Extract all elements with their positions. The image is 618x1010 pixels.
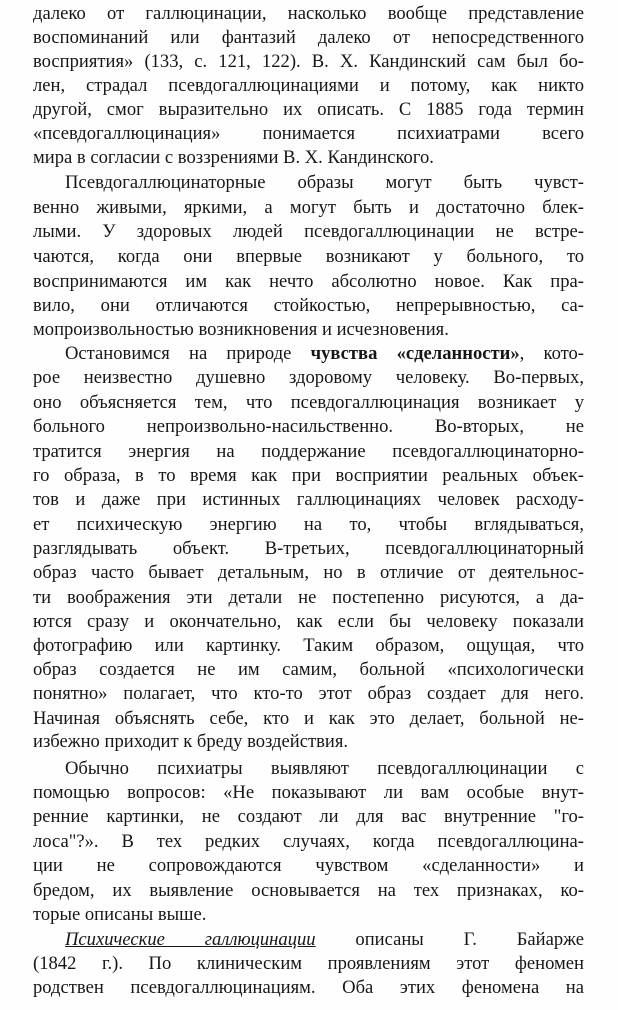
text-line: образ создается не им самим, больной «психологически (33, 659, 584, 680)
emphasized-term: чувства «сделанности» (310, 343, 520, 364)
text-line: родствен псевдогаллюцинациям. Оба этих феномена на (33, 977, 584, 998)
text-line: разглядывать объект. В-третьих, псевдогаллюцинаторный (33, 538, 584, 559)
text-line: ции не сопровождаются чувством «сделанности» и (33, 855, 584, 876)
text-line: воспоминаний или фантазий далеко от непосредственного (33, 27, 584, 48)
text-line: понятно» полагает, что кто-то этот образ создает для него. (33, 683, 584, 704)
paragraph-first-line: Обычно психиатры выявляют псевдогаллюцинации с (65, 758, 584, 779)
text-line: вило, они отличаются стойкостью, непрерывностью, са- (33, 295, 584, 316)
text-line: лен, страдал псевдогаллюцинациями и потому, как никто (33, 75, 584, 96)
paragraph-first-line: Остановимся на природе чувства «сделанности», кото- (65, 343, 584, 364)
paragraph-first-line: Психические галлюцинации описаны Г. Байарже (65, 929, 585, 950)
text-line: больного непроизвольно-насильственно. Во-вторых, не (33, 416, 584, 437)
text-line: помощью вопросов: «Не показывают ли вам особые внут- (33, 782, 584, 803)
text-line: избежно приходит к бреду воздействия. (33, 731, 349, 752)
text-line: ет психическую энергию на то, чтобы вглядываться, (33, 514, 584, 535)
text-line: тов и даже при истинных галлюцинациях человек расходу- (33, 489, 584, 510)
text-line: далеко от галлюцинации, насколько вообще представление (33, 3, 584, 24)
text-line: торые описаны выше. (33, 904, 207, 925)
text-line: ренние картинки, не создают ли для вас внутренние "го- (33, 806, 584, 827)
text-line: мира в согласии с воззрениями В. Х. Кандинского. (33, 147, 434, 168)
text-line: образ часто бывает детальным, но в отличие от деятельнос- (33, 562, 584, 583)
text-line: ти воображения эти детали не постепенно рисуются, а да- (33, 587, 584, 608)
text-line: рое неизвестно душевно здоровому человеку. Во-первых, (33, 367, 584, 388)
text-line: восприятия» (133, с. 121, 122). В. Х. Кандинский сам был бо- (33, 51, 584, 72)
section-term: Психические галлюцинации (65, 929, 316, 950)
text-line: мопроизвольностью возникновения и исчезновения. (33, 319, 449, 340)
text-line: чаются, когда они впервые возникают у больного, то (33, 246, 584, 267)
text-line: ются сразу и окончательно, как если бы человеку показали (33, 611, 584, 632)
text-line: другой, смог выразительно их описать. С 1885 года термин (33, 99, 584, 120)
text-line: оно объясняется тем, что псевдогаллюцинация возникает у (33, 392, 584, 413)
text-line: венно живыми, яркими, а могут быть и достаточно блек- (33, 197, 584, 218)
paragraph-first-line: Псевдогаллюцинаторные образы могут быть чувст- (65, 172, 584, 193)
text-line: тратится энергия на поддержание псевдогаллюцинаторно- (33, 441, 584, 462)
text-line: фотографию или картинку. Таким образом, ощущая, что (33, 635, 584, 656)
text-line: лоса"?». В тех редких случаях, когда псевдогаллюцина- (33, 831, 584, 852)
text-line: го образа, в то время как при восприятии реальных объек- (33, 465, 584, 486)
text-line: Начиная объяснять себе, кто и как это делает, больной не- (33, 708, 584, 729)
text-line: воспринимаются им как нечто абсолютно новое. Как пра- (33, 271, 584, 292)
text-line: лыми. У здоровых людей псевдогаллюцинации не встре- (33, 221, 584, 242)
text-line: (1842 г.). По клиническим проявлениям этот феномен (33, 953, 584, 974)
text-line: «псевдогаллюцинация» понимается психиатрами всего (33, 123, 584, 144)
text-line: бредом, их выявление основывается на тех признаках, ко- (33, 880, 584, 901)
